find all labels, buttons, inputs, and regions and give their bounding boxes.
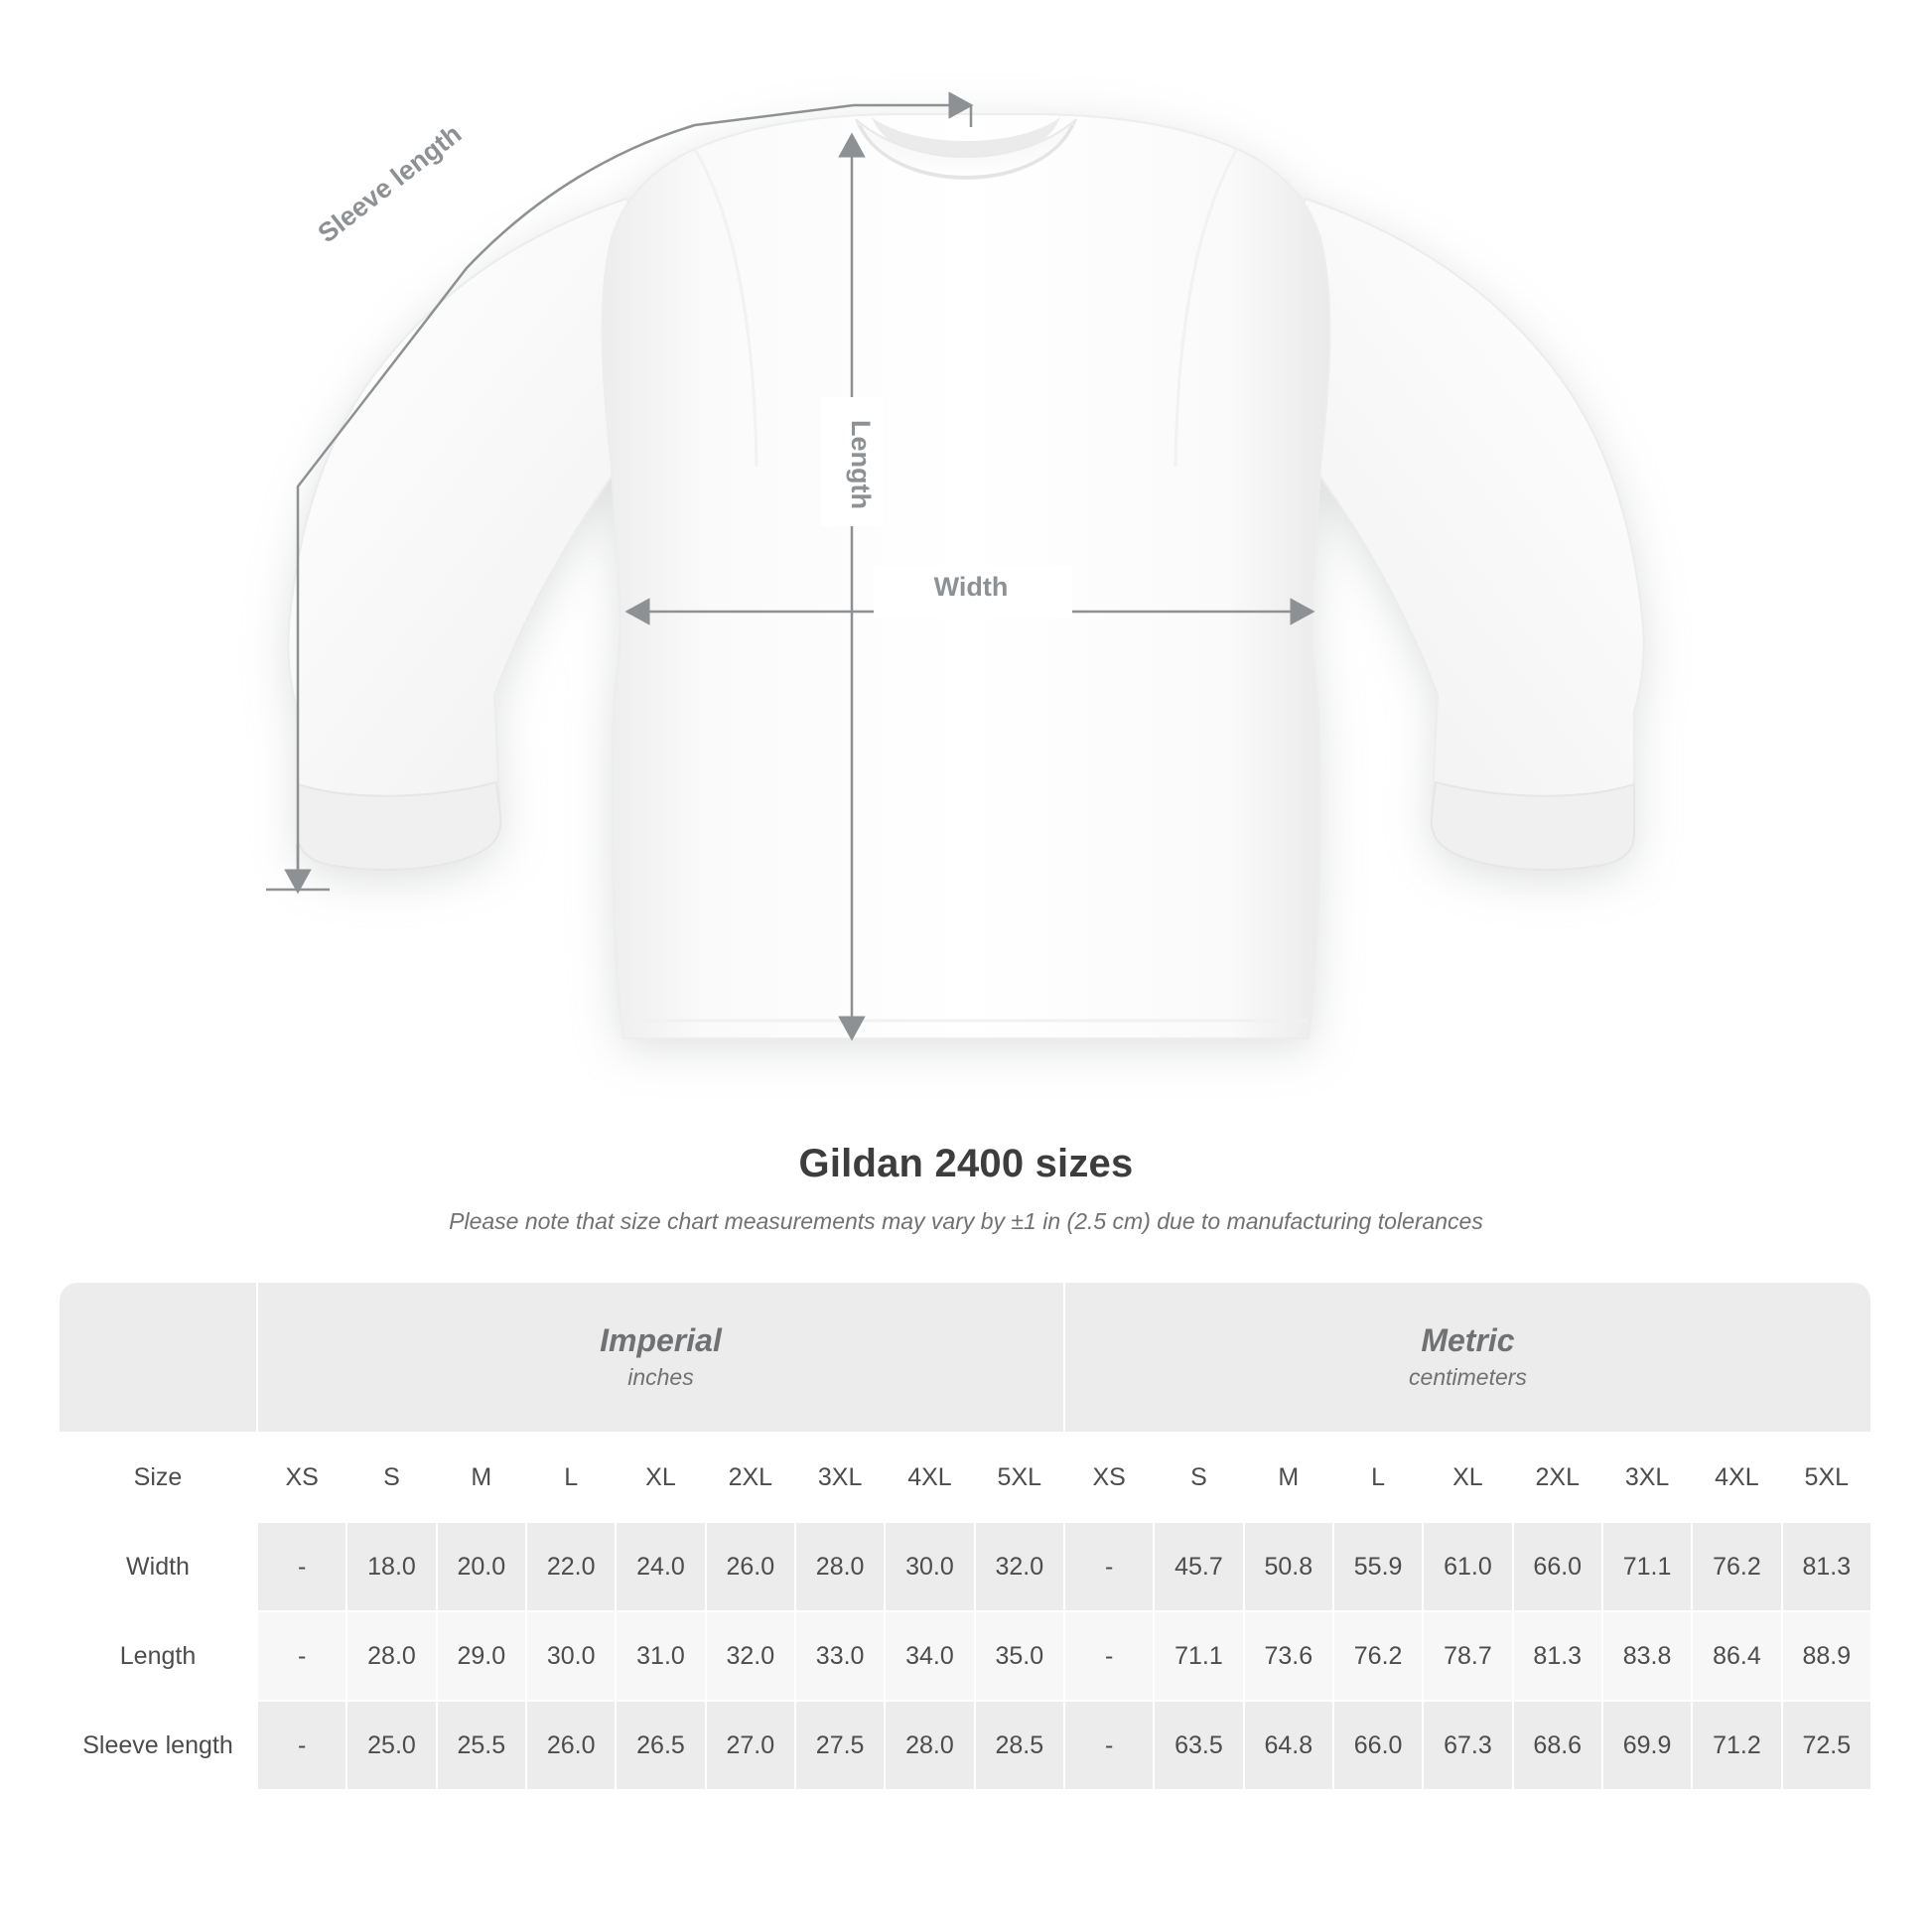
cell-sleeve-0: - <box>258 1702 347 1791</box>
cell-width-5: 26.0 <box>707 1523 796 1612</box>
size-table <box>60 1283 1872 1791</box>
cell-sleeve-16: 71.2 <box>1693 1702 1782 1791</box>
cell-length-8: 35.0 <box>976 1612 1065 1702</box>
row-label-length: Length <box>60 1612 258 1702</box>
cell-sleeve-17: 72.5 <box>1783 1702 1872 1791</box>
cell-sleeve-13: 67.3 <box>1424 1702 1513 1791</box>
cell-length-1: 28.0 <box>347 1612 437 1702</box>
cell-sleeve-14: 68.6 <box>1514 1702 1603 1791</box>
column-header-3xl-metric: 3XL <box>1603 1434 1693 1523</box>
cell-sleeve-3: 26.0 <box>527 1702 617 1791</box>
cell-width-15: 71.1 <box>1603 1523 1693 1612</box>
table-row <box>60 1702 1872 1791</box>
column-header-xl-metric: XL <box>1424 1434 1513 1523</box>
column-header-s-imperial: S <box>347 1434 437 1523</box>
row-label-sleeve-length: Sleeve length <box>60 1702 258 1791</box>
cell-width-16: 76.2 <box>1693 1523 1782 1612</box>
cell-length-10: 71.1 <box>1155 1612 1244 1702</box>
cell-sleeve-7: 28.0 <box>886 1702 975 1791</box>
cell-length-12: 76.2 <box>1334 1612 1424 1702</box>
column-header-4xl-imperial: 4XL <box>886 1434 975 1523</box>
cell-width-4: 24.0 <box>617 1523 706 1612</box>
cell-length-7: 34.0 <box>886 1612 975 1702</box>
column-header-l-metric: L <box>1334 1434 1424 1523</box>
cell-length-3: 30.0 <box>527 1612 617 1702</box>
chart-subtitle: Please note that size chart measurements may vary by ±1 in (2.5 cm) due to manufacturing tolerances <box>449 1208 1483 1234</box>
cell-width-13: 61.0 <box>1424 1523 1513 1612</box>
unit-group-imperial <box>258 1283 1065 1434</box>
table-row <box>60 1523 1872 1612</box>
cell-sleeve-15: 69.9 <box>1603 1702 1693 1791</box>
cell-width-14: 66.0 <box>1514 1523 1603 1612</box>
column-header-xs-imperial: XS <box>258 1434 347 1523</box>
cell-sleeve-9: - <box>1065 1702 1155 1791</box>
cell-sleeve-8: 28.5 <box>976 1702 1065 1791</box>
cell-length-15: 83.8 <box>1603 1612 1693 1702</box>
cell-width-0: - <box>258 1523 347 1612</box>
cell-width-17: 81.3 <box>1783 1523 1872 1612</box>
size-table-wrapper <box>0 1235 1932 1791</box>
column-header-4xl-metric: 4XL <box>1693 1434 1782 1523</box>
cell-width-9: - <box>1065 1523 1155 1612</box>
cell-width-11: 50.8 <box>1245 1523 1334 1612</box>
label-sleeve-length: Sleeve length <box>312 118 468 249</box>
cell-length-14: 81.3 <box>1514 1612 1603 1702</box>
cell-width-8: 32.0 <box>976 1523 1065 1612</box>
column-header-m-metric: M <box>1245 1434 1334 1523</box>
size-header-label: Size <box>60 1434 258 1523</box>
cell-length-11: 73.6 <box>1245 1612 1334 1702</box>
cell-sleeve-11: 64.8 <box>1245 1702 1334 1791</box>
column-header-2xl-imperial: 2XL <box>707 1434 796 1523</box>
row-label-width: Width <box>60 1523 258 1612</box>
cell-width-3: 22.0 <box>527 1523 617 1612</box>
cell-width-1: 18.0 <box>347 1523 437 1612</box>
cell-length-2: 29.0 <box>438 1612 527 1702</box>
column-header-l-imperial: L <box>527 1434 617 1523</box>
unit-group-metric-name: Metric <box>1421 1321 1515 1358</box>
column-header-row <box>60 1434 1872 1523</box>
cell-width-7: 30.0 <box>886 1523 975 1612</box>
cell-sleeve-10: 63.5 <box>1155 1702 1244 1791</box>
unit-group-imperial-sub: inches <box>627 1363 694 1390</box>
cell-length-17: 88.9 <box>1783 1612 1872 1702</box>
cell-length-16: 86.4 <box>1693 1612 1782 1702</box>
unit-corner-cell <box>60 1283 258 1434</box>
cell-sleeve-6: 27.5 <box>796 1702 886 1791</box>
cell-sleeve-2: 25.5 <box>438 1702 527 1791</box>
cell-length-0: - <box>258 1612 347 1702</box>
cell-sleeve-4: 26.5 <box>617 1702 706 1791</box>
column-header-5xl-metric: 5XL <box>1783 1434 1872 1523</box>
chart-title: Gildan 2400 sizes <box>798 1142 1134 1185</box>
unit-group-metric-sub: centimeters <box>1409 1363 1527 1390</box>
label-width: Width <box>933 572 1009 602</box>
cell-width-2: 20.0 <box>438 1523 527 1612</box>
cell-sleeve-1: 25.0 <box>347 1702 437 1791</box>
unit-group-imperial-name: Imperial <box>600 1321 722 1358</box>
column-header-xs-metric: XS <box>1065 1434 1155 1523</box>
column-header-2xl-metric: 2XL <box>1514 1434 1603 1523</box>
cell-length-5: 32.0 <box>707 1612 796 1702</box>
column-header-m-imperial: M <box>438 1434 527 1523</box>
cell-length-4: 31.0 <box>617 1612 706 1702</box>
cell-sleeve-5: 27.0 <box>707 1702 796 1791</box>
cell-sleeve-12: 66.0 <box>1334 1702 1424 1791</box>
column-header-xl-imperial: XL <box>617 1434 706 1523</box>
cell-width-12: 55.9 <box>1334 1523 1424 1612</box>
unit-group-metric <box>1065 1283 1872 1434</box>
label-length: Length <box>846 420 876 509</box>
cell-length-9: - <box>1065 1612 1155 1702</box>
column-header-5xl-imperial: 5XL <box>976 1434 1065 1523</box>
column-header-s-metric: S <box>1155 1434 1244 1523</box>
cell-width-10: 45.7 <box>1155 1523 1244 1612</box>
table-row <box>60 1612 1872 1702</box>
cell-length-6: 33.0 <box>796 1612 886 1702</box>
unit-group-row <box>60 1283 1872 1434</box>
cell-width-6: 28.0 <box>796 1523 886 1612</box>
column-header-3xl-imperial: 3XL <box>796 1434 886 1523</box>
cell-length-13: 78.7 <box>1424 1612 1513 1702</box>
